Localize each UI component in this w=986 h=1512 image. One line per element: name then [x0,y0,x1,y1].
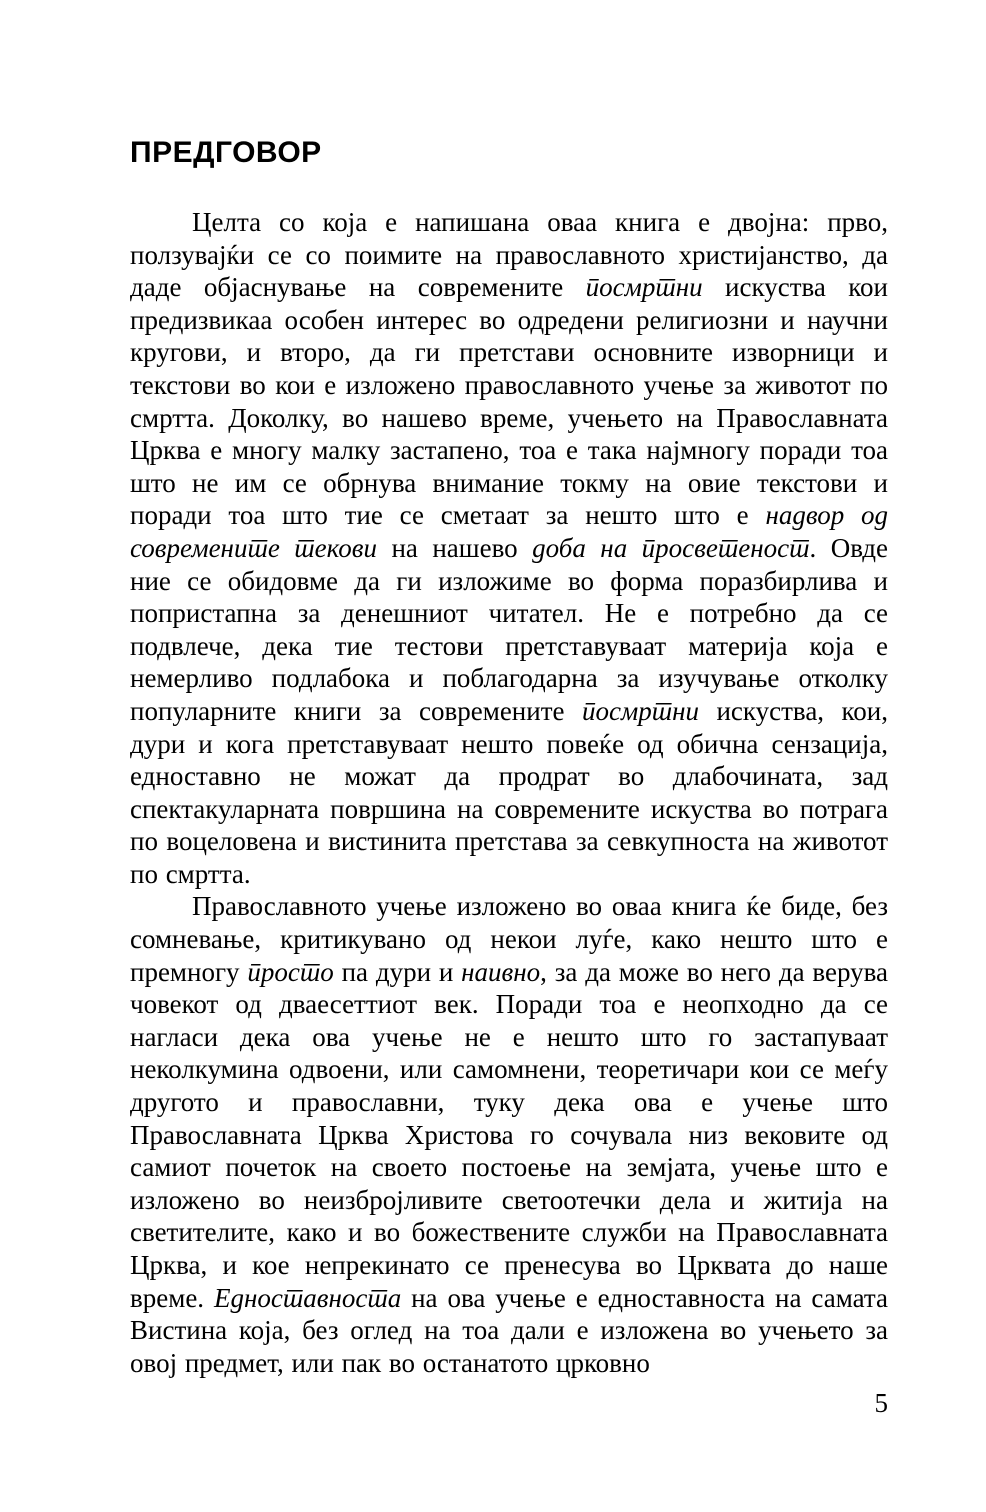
text-segment: искуства кои предизвикаа особен интерес во одредени религиозни и научни кругови, и второ, да ги претстави основните изворници и текстови во кои е изложено православното учење за животот по смртта. Доколку, во нашево време, учењето на Православната Црква е многу малку застапено, тоа е така најмногу поради тоа што не им се обрнува внимание токму на овие текстови и поради тоа што тие се сметаат за нешто што е [130,272,888,531]
body-text [130,206,888,1379]
italic-text-segment: наивно [461,956,541,987]
paragraph [130,206,888,890]
page-number: 5 [874,1388,888,1418]
page-title: ПРЕДГОВОР [130,136,322,169]
italic-text-segment: посмртни [585,272,703,303]
text-segment: Целта со која е напишана оваа книга е двојна: прво, ползувајќи се со поимите на православното христијанство, да даде објаснување на современите [130,207,888,303]
page-content [130,0,888,1379]
italic-text-segment: Едноставноста [213,1282,402,1313]
italic-text-segment: надвор од современите текови [130,500,888,563]
italic-text-segment: просто [247,956,334,987]
text-segment: искуства, кои, дури и кога претставуваат нешто повеќе од обична сензација, едноставно не можат да продрат во длабочината, зад спектакуларната површина на современите искуства во потрага по воцеловена и вистинита претстава за севкупноста на животот по смртта. [130,695,888,889]
text-segment: на ова учење е едноставноста на самата Вистина која, без оглед на тоа дали е изложена во учењето за овој предмет, или пак во останатото црковно [130,1282,888,1378]
text-segment: на нашево [376,532,533,563]
text-segment: , за да може во него да верува човекот од дваесеттиот век. Поради тоа е неопходно да се нагласи дека ова учење не е нешто што го застапуваат неколкумина одвоени, или самомнени, теоретичари кои се меѓу другото и православни, туку дека ова е учење што Православната Црква Христова го сочувала низ вековите од самиот почеток на своето постоење на земјата, учење што е изложено во неизбројливите светоотечки дела и житија на светителите, како и во божествените служби на Православната Црква, и кое непрекинато се пренесува во Црквата до наше време. [130,956,888,1313]
text-segment: Православното учење изложено во оваа книга ќе биде, без сомневање, критикувано од некои луѓе, како нешто што е премногу [130,891,888,987]
text-segment: па дури и [333,956,462,987]
paragraph [130,890,888,1379]
text-segment: . Овде ние се обидовме да ги изложиме во форма поразбирлива и попристапна за денешниот читател. Не е потребно да се подвлече, дека тие тестови претставуваат материја која е немерливо подлабока и поблагодарна за изучување отколку популарните книги за современите [130,532,888,726]
italic-text-segment: посмртни [581,695,699,726]
italic-text-segment: доба на просветеност [532,532,810,563]
